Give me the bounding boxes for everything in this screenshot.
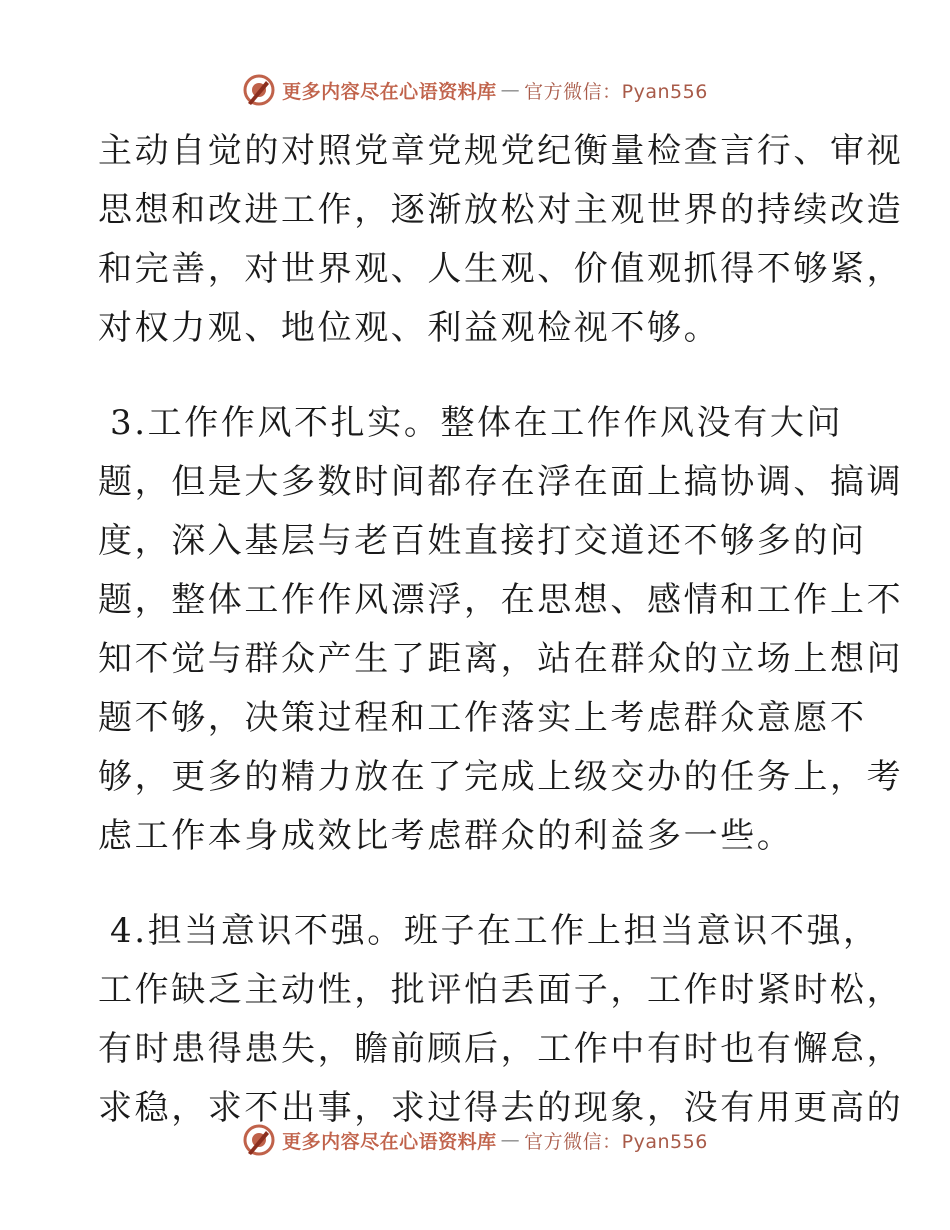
paragraph [98,394,904,866]
header-watermark [0,70,950,110]
watermark-contact: 官方微信：Pyan556 [524,1130,708,1153]
text-line: 思想和改进工作，逐渐放松对主观世界的持续改造 [98,190,904,230]
text-line: 度，深入基层与老百姓直接打交道还不够多的问 [98,521,867,561]
paragraph-gap [98,866,858,902]
text-line: 题，但是大多数时间都存在浮在面上搞协调、搞调 [98,462,904,502]
watermark-contact: 官方微信：Pyan556 [524,80,708,103]
document-body [98,122,904,1138]
text-line: 题，整体工作作风漂浮，在思想、感情和工作上不 [98,580,904,620]
paragraph [98,122,904,358]
text-line: 有时患得患失，瞻前顾后，工作中有时也有懈怠， [98,1029,904,1069]
paragraph [98,902,904,1138]
text-line: 和完善，对世界观、人生观、价值观抓得不够紧， [98,249,904,289]
text-line: 4.担当意识不强。班子在工作上担当意识不强， [110,911,880,951]
text-line: 求稳，求不出事，求过得去的现象，没有用更高的 [98,1088,904,1128]
watermark-separator: — [500,79,521,101]
watermark-separator: — [500,1129,521,1151]
pen-logo-icon [242,73,276,107]
text-line: 题不够，决策过程和工作落实上考虑群众意愿不 [98,698,867,738]
text-line: 3.工作作风不扎实。整体在工作作风没有大问 [110,403,844,443]
text-line: 够，更多的精力放在了完成上级交办的任务上，考 [98,757,904,797]
text-line: 主动自觉的对照党章党规党纪衡量检查言行、审视 [98,131,904,171]
footer-watermark [0,1120,950,1160]
watermark-text: 更多内容尽在心语资料库 [282,80,497,103]
text-line: 知不觉与群众产生了距离，站在群众的立场上想问 [98,639,904,679]
pen-logo-icon [242,1123,276,1157]
paragraph-gap [98,358,858,394]
text-line: 工作缺乏主动性，批评怕丢面子，工作时紧时松， [98,970,904,1010]
text-line: 对权力观、地位观、利益观检视不够。 [98,308,721,348]
text-line: 虑工作本身成效比考虑群众的利益多一些。 [98,816,794,856]
watermark-text: 更多内容尽在心语资料库 [282,1130,497,1153]
